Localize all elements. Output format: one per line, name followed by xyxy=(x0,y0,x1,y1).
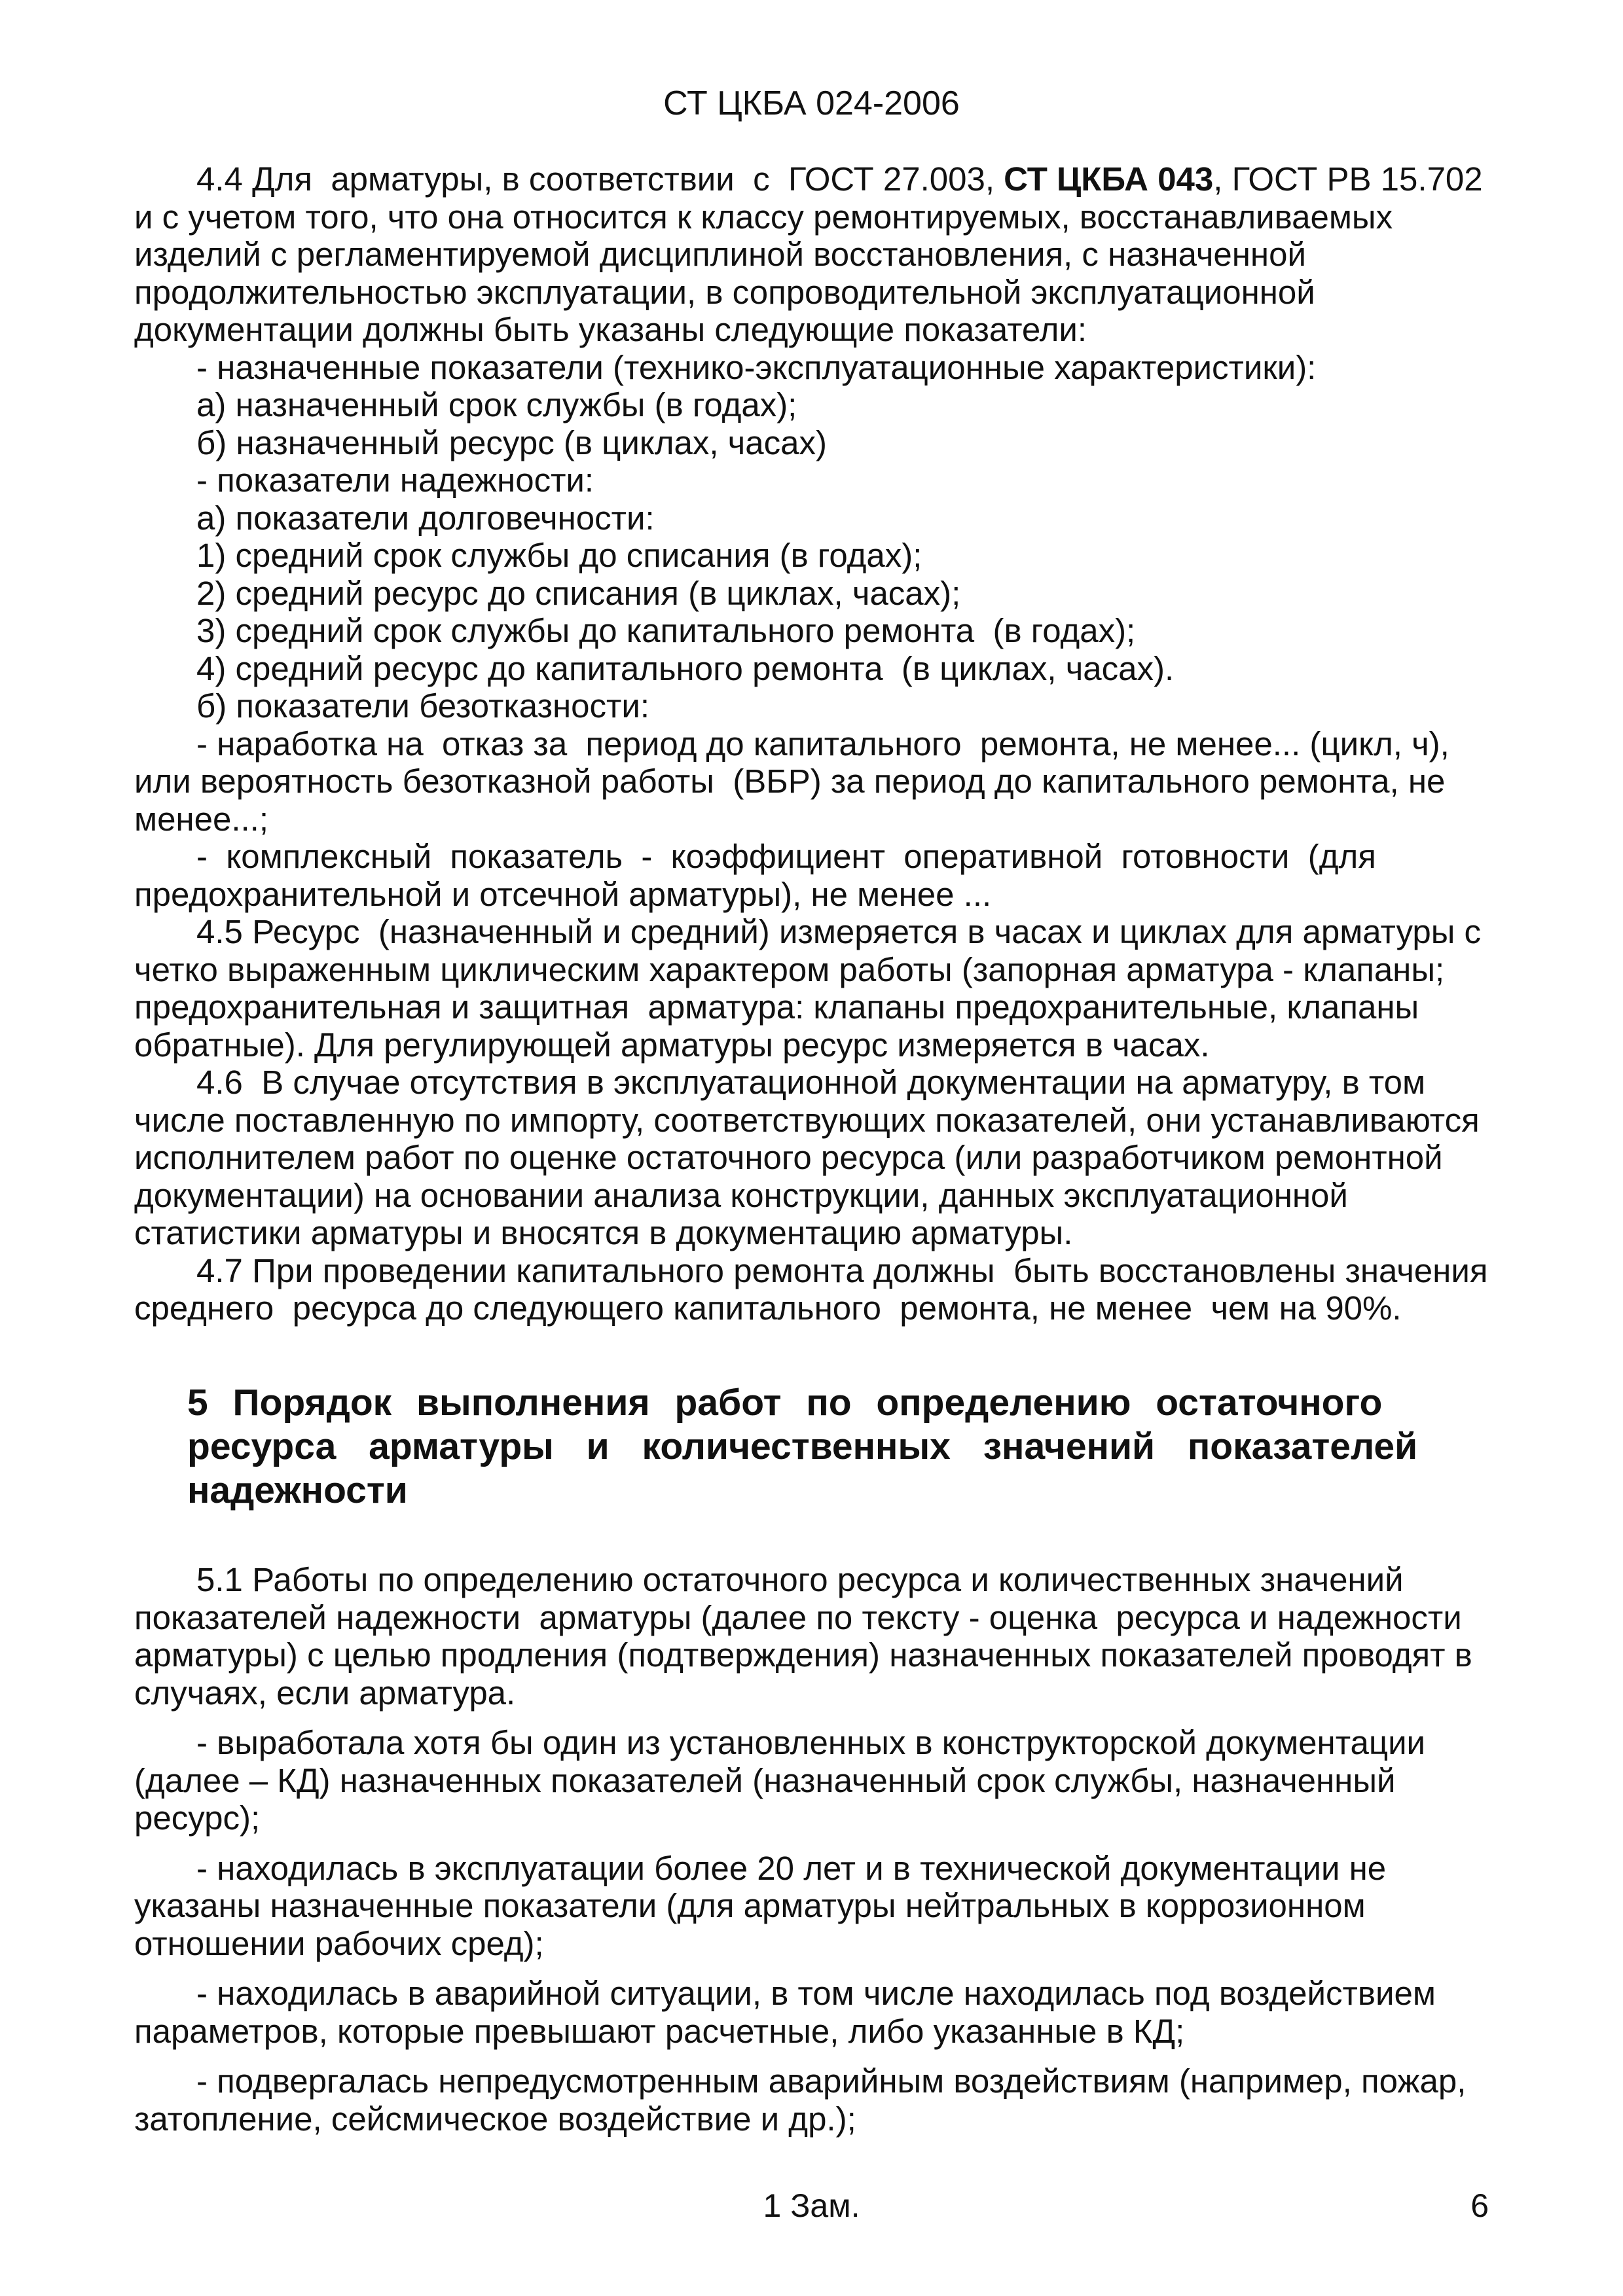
list-item: б) назначенный ресурс (в циклах, часах) xyxy=(196,423,827,461)
bullet-1-line-1: - выработала хотя бы один из установленных в конструкторской документации xyxy=(196,1724,1426,1761)
p44-line-5: документации должны быть указаны следующие показатели: xyxy=(134,311,1087,348)
list-item: а) назначенный срок службы (в годах); xyxy=(196,386,797,423)
p47-line-1: 4.7 При проведении капитального ремонта должны быть восстановлены значения xyxy=(196,1251,1488,1289)
clause-5-block xyxy=(134,1561,1489,2138)
p45-line-1: 4.5 Ресурс (назначенный и средний) измеряется в часах и циклах для арматуры с xyxy=(196,913,1482,950)
p45-line-4: обратные). Для регулирующей арматуры ресурс измеряется в часах. xyxy=(134,1026,1210,1064)
p44-line-4: продолжительностью эксплуатации, в сопроводительной эксплуатационной xyxy=(134,273,1315,311)
bullet-3-line-1: - находилась в аварийной ситуации, в том числе находилась под воздействием xyxy=(196,1975,1436,2012)
p44-line-1: 4.4 Для арматуры, в соответствии с ГОСТ 27.003, СТ ЦКБА 043, ГОСТ РВ 15.702 xyxy=(196,160,1483,198)
p46-line-2: числе поставленную по импорту, соответствующих показателей, они устанавливаются xyxy=(134,1101,1480,1139)
list-item: а) показатели долговечности: xyxy=(196,499,655,537)
kompleks-line-2: предохранительной и отсечной арматуры), не менее ... xyxy=(134,875,992,913)
p46-line-1: 4.6 В случае отсутствия в эксплуатационной документации на арматуру, в том xyxy=(196,1064,1426,1101)
list-item: б) показатели безотказности: xyxy=(196,687,650,725)
page-number: 6 xyxy=(1470,2187,1489,2224)
bullet-4-line-2: затопление, сейсмическое воздействие и др.); xyxy=(134,2100,856,2138)
bullet-2-line-1: - находилась в эксплуатации более 20 лет и в технической документации не xyxy=(196,1849,1387,1887)
document-header: СТ ЦКБА 024-2006 xyxy=(663,84,960,122)
clause-4-block xyxy=(134,160,1489,1327)
p51-line-2: показателей надежности арматуры (далее по тексту - оценка ресурса и надежности xyxy=(134,1598,1462,1636)
list-item: - показатели надежности: xyxy=(196,461,594,499)
list-item: 3) средний срок службы до капитального ремонта (в годах); xyxy=(196,612,1136,649)
p45-line-2: четко выраженным циклическим характером работы (запорная арматура - клапаны; xyxy=(134,950,1445,988)
narabotka-line-2: или вероятность безотказной работы (ВБР) за период до капитального ремонта, не xyxy=(134,762,1446,800)
section-5-heading xyxy=(187,1381,1489,1513)
p51-line-4: случаях, если арматура. xyxy=(134,1674,516,1712)
bullet-2-line-2: указаны назначенные показатели (для арматуры нейтральных в коррозионном xyxy=(134,1887,1366,1924)
list-item: 2) средний ресурс до списания (в циклах, часах); xyxy=(196,574,961,612)
p51-line-3: арматуры) с целью продления (подтверждения) назначенных показателей проводят в xyxy=(134,1636,1472,1674)
bullet-2-line-3: отношении рабочих сред); xyxy=(134,1924,544,1962)
p45-line-3: предохранительная и защитная арматура: клапаны предохранительные, клапаны xyxy=(134,988,1419,1026)
section-heading-line-2: ресурса арматуры и количественных значений показателей xyxy=(187,1426,1418,1467)
narabotka-line-3: менее...; xyxy=(134,800,268,838)
list-item: 4) средний ресурс до капитального ремонта (в циклах, часах). xyxy=(196,649,1175,687)
p47-line-2: среднего ресурса до следующего капитального ремонта, не менее чем на 90%. xyxy=(134,1289,1402,1327)
list-item: - назначенные показатели (технико-эксплуатационные характеристики): xyxy=(196,348,1317,386)
list-item: 1) средний срок службы до списания (в годах); xyxy=(196,537,922,574)
bullet-1-line-3: ресурс); xyxy=(134,1799,261,1837)
std-reference-bold: СТ ЦКБА 043 xyxy=(1004,160,1214,198)
section-heading-line-1: 5 Порядок выполнения работ по определению остаточного xyxy=(187,1382,1383,1424)
kompleks-line-1: - комплексный показатель - коэффициент оперативной готовности (для xyxy=(196,838,1376,875)
bullet-1-line-2: (далее – КД) назначенных показателей (назначенный срок службы, назначенный xyxy=(134,1761,1396,1799)
p46-line-5: статистики арматуры и вносятся в документацию арматуры. xyxy=(134,1214,1073,1251)
p44-line-3: изделий с регламентируемой дисциплиной восстановления, с назначенной xyxy=(134,236,1306,273)
bullet-3-line-2: параметров, которые превышают расчетные, либо указанные в КД; xyxy=(134,2012,1185,2050)
p46-line-3: исполнителем работ по оценке остаточного ресурса (или разработчиком ремонтной xyxy=(134,1139,1443,1176)
change-note: 1 Зам. xyxy=(763,2187,860,2224)
p44-line-2: и с учетом того, что она относится к классу ремонтируемых, восстанавливаемых xyxy=(134,198,1393,236)
p46-line-4: документации) на основании анализа конструкции, данных эксплуатационной xyxy=(134,1176,1348,1214)
section-heading-line-3: надежности xyxy=(187,1469,408,1511)
bullet-4-line-1: - подвергалась непредусмотренным аварийным воздействиям (например, пожар, xyxy=(196,2062,1467,2100)
p51-line-1: 5.1 Работы по определению остаточного ресурса и количественных значений xyxy=(196,1561,1404,1598)
narabotka-line-1: - наработка на отказ за период до капитального ремонта, не менее... (цикл, ч), xyxy=(196,725,1450,762)
